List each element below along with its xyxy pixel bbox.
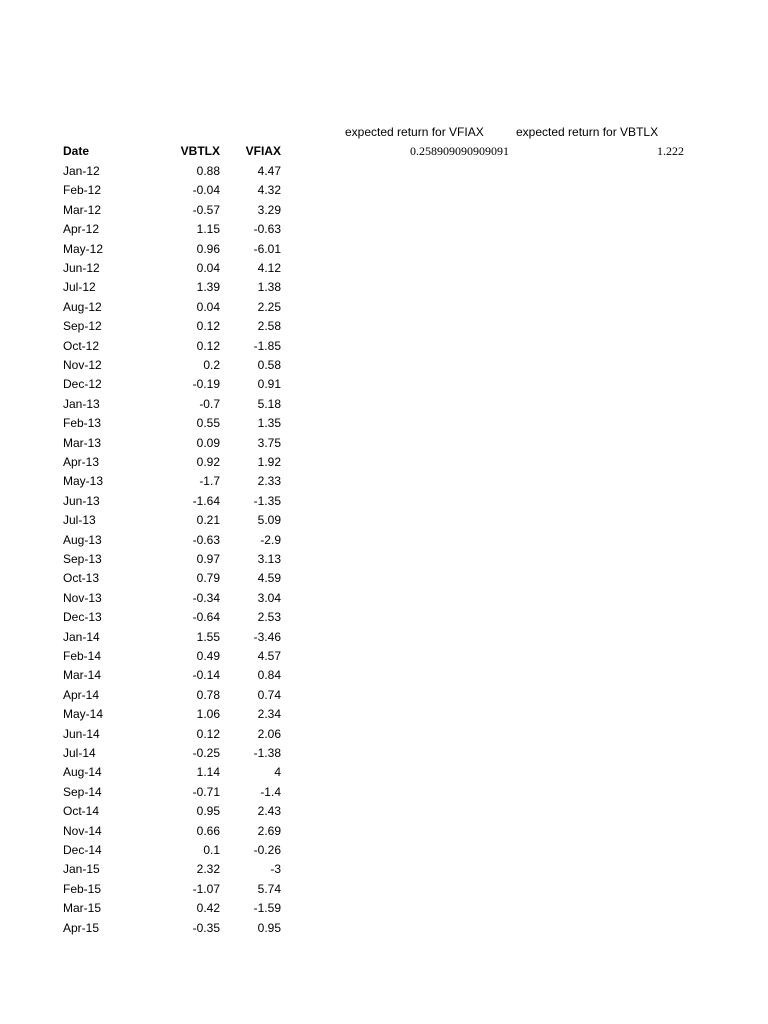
date-cell: Apr-14 [63,687,100,702]
vbtlx-cell: 0.88 [196,164,220,178]
date-cell: Dec-12 [63,377,102,392]
vbtlx-cell: 1.55 [196,629,220,644]
vfiax-cell: -3 [270,862,281,877]
date-cell: Mar-15 [63,901,102,916]
vbtlx-cell: 0.12 [196,319,220,334]
vbtlx-cell: 1.06 [196,707,220,722]
vbtlx-cell: 0.12 [196,726,220,741]
date-cell: Aug-13 [63,532,102,547]
table-row [0,203,300,222]
date-cell: Jul-13 [63,513,96,528]
vfiax-cell: 0.84 [257,668,281,683]
vfiax-cell: 1.92 [257,455,281,469]
vbtlx-cell: -1.07 [192,881,220,896]
vbtlx-cell: 0.1 [203,843,220,857]
date-cell: Aug-12 [63,299,102,314]
table-row [0,668,300,687]
vfiax-cell: 4.47 [257,164,281,178]
vfiax-cell: -0.26 [253,843,281,857]
vfiax-cell: 0.95 [257,920,281,935]
table-row [0,397,300,416]
vfiax-cell: 5.09 [257,513,281,528]
vfiax-cell: 4.32 [257,183,281,198]
vfiax-cell: -1.4 [260,784,281,799]
vfiax-cell: 0.74 [257,687,281,702]
table-row [0,377,300,396]
vbtlx-cell: 0.78 [196,687,220,702]
date-cell: Jan-13 [63,396,100,411]
vbtlx-cell: 0.21 [196,513,220,528]
vfiax-cell: -1.85 [253,338,281,353]
table-row [0,785,300,804]
vbtlx-cell: -0.63 [192,532,220,547]
table-row [0,862,300,881]
vfiax-cell: -6.01 [253,241,281,256]
vbtlx-cell: 0.49 [196,649,220,663]
vbtlx-cell: 0.04 [196,299,220,314]
table-row [0,591,300,610]
date-cell: May-14 [63,707,104,722]
date-cell: Sep-12 [63,319,102,334]
table-row [0,416,300,435]
table-row [0,552,300,571]
vfiax-cell: 0.58 [257,358,281,372]
date-cell: Jan-15 [63,862,100,877]
date-cell: May-13 [63,474,104,489]
date-cell: Sep-14 [63,784,102,799]
vbtlx-cell: 2.32 [196,862,220,877]
date-cell: Feb-14 [63,649,102,663]
date-cell: Nov-13 [63,590,102,605]
date-cell: Jun-13 [63,493,100,508]
expected-return-vbtlx-label: expected return for VBTLX [516,125,659,139]
table-row [0,242,300,261]
table-row [0,455,300,474]
header-row [0,144,300,163]
vfiax-cell: 4.59 [257,571,281,586]
vfiax-cell: -1.59 [253,901,281,916]
vbtlx-cell: 0.95 [196,804,220,819]
date-cell: Feb-15 [63,881,102,896]
vfiax-cell: 3.13 [257,552,281,566]
table-row [0,319,300,338]
vfiax-cell: 5.18 [257,396,281,411]
vfiax-header: VFIAX [245,144,281,158]
vfiax-cell: 3.04 [257,590,281,605]
vbtlx-cell: 0.79 [196,571,220,586]
date-cell: May-12 [63,241,104,256]
table-row [0,339,300,358]
table-row [0,649,300,668]
vfiax-cell: 2.69 [257,823,281,838]
table-row [0,222,300,241]
table-row [0,300,300,319]
vbtlx-cell: 0.92 [196,455,220,469]
expected-return-vfiax-label: expected return for VFIAX [345,125,484,139]
vbtlx-cell: 0.42 [196,901,220,916]
vfiax-cell: -3.46 [253,629,281,644]
table-row [0,436,300,455]
vfiax-cell: 4.12 [257,261,281,275]
table-row [0,164,300,183]
vbtlx-cell: 1.14 [196,765,220,780]
table-row [0,882,300,901]
vbtlx-cell: -0.34 [192,590,220,605]
date-cell: Jul-14 [63,746,96,760]
date-cell: Mar-12 [63,202,102,217]
vbtlx-header: VBTLX [180,144,220,158]
vbtlx-cell: 0.66 [196,823,220,838]
table-row [0,921,300,940]
vfiax-cell: 4 [274,765,281,780]
table-row [0,804,300,823]
vbtlx-cell: -1.64 [192,493,220,508]
vbtlx-cell: -0.19 [192,377,220,392]
vbtlx-cell: 0.09 [196,435,220,450]
vfiax-cell: 1.38 [257,280,281,295]
table-row [0,901,300,920]
vbtlx-cell: 0.97 [196,552,220,566]
expected-return-vfiax-value: 0.258909090909091 [410,144,509,158]
vbtlx-cell: -0.25 [192,746,220,760]
vbtlx-cell: -0.35 [192,920,220,935]
date-cell: Oct-13 [63,571,100,586]
date-header: Date [63,144,90,158]
table-row [0,261,300,280]
date-cell: Jan-12 [63,164,100,178]
vbtlx-cell: -0.7 [199,396,220,411]
table-row [0,746,300,765]
table-row [0,727,300,746]
vfiax-cell: 2.34 [257,707,281,722]
vfiax-cell: 2.25 [257,299,281,314]
date-cell: Apr-13 [63,455,100,469]
vfiax-cell: 3.75 [257,435,281,450]
vbtlx-cell: -0.64 [192,610,220,625]
vbtlx-cell: 0.2 [203,358,220,372]
vfiax-cell: 2.53 [257,610,281,625]
vbtlx-cell: -0.14 [192,668,220,683]
vfiax-cell: 2.58 [257,319,281,334]
table-row [0,474,300,493]
date-cell: Aug-14 [63,765,102,780]
table-row [0,688,300,707]
date-cell: Apr-15 [63,920,100,935]
date-cell: Dec-13 [63,610,102,625]
vbtlx-cell: -0.57 [192,202,220,217]
table-row [0,610,300,629]
date-cell: Nov-14 [63,823,102,838]
table-row [0,630,300,649]
vbtlx-cell: 0.55 [196,416,220,431]
vfiax-cell: -0.63 [253,222,281,237]
date-cell: Apr-12 [63,222,100,237]
vfiax-cell: 2.33 [257,474,281,489]
table-row [0,765,300,784]
vbtlx-cell: 0.04 [196,261,220,275]
vfiax-cell: -1.38 [253,746,281,760]
date-cell: Feb-12 [63,183,102,198]
date-cell: Mar-13 [63,435,102,450]
vbtlx-cell: -0.71 [192,784,220,799]
table-row [0,280,300,299]
table-row [0,571,300,590]
date-cell: Oct-12 [63,338,100,353]
table-row [0,513,300,532]
vbtlx-cell: -1.7 [199,474,220,489]
vbtlx-cell: 0.96 [196,241,220,256]
date-cell: Feb-13 [63,416,102,431]
date-cell: Mar-14 [63,668,102,683]
vfiax-cell: -2.9 [260,532,281,547]
date-cell: Oct-14 [63,804,100,819]
vbtlx-cell: 0.12 [196,338,220,353]
table-row [0,707,300,726]
table-row [0,824,300,843]
vfiax-cell: 2.06 [257,726,281,741]
table-row [0,843,300,862]
table-row [0,494,300,513]
vfiax-cell: 4.57 [257,649,281,663]
vfiax-cell: 2.43 [257,804,281,819]
expected-return-vbtlx-value: 1.222 [657,144,684,158]
date-cell: Sep-13 [63,552,102,566]
date-cell: Jul-12 [63,280,96,295]
date-cell: Jan-14 [63,629,100,644]
vfiax-cell: -1.35 [253,493,281,508]
vbtlx-cell: 1.15 [196,222,220,237]
date-cell: Dec-14 [63,843,102,857]
vfiax-cell: 5.74 [257,881,281,896]
vfiax-cell: 0.91 [257,377,281,392]
date-cell: Jun-12 [63,261,100,275]
vfiax-cell: 1.35 [257,416,281,431]
date-cell: Nov-12 [63,358,102,372]
table-row [0,358,300,377]
date-cell: Jun-14 [63,726,100,741]
vfiax-cell: 3.29 [257,202,281,217]
vbtlx-cell: 1.39 [196,280,220,295]
vbtlx-cell: -0.04 [192,183,220,198]
table-row [0,533,300,552]
table-row [0,183,300,202]
